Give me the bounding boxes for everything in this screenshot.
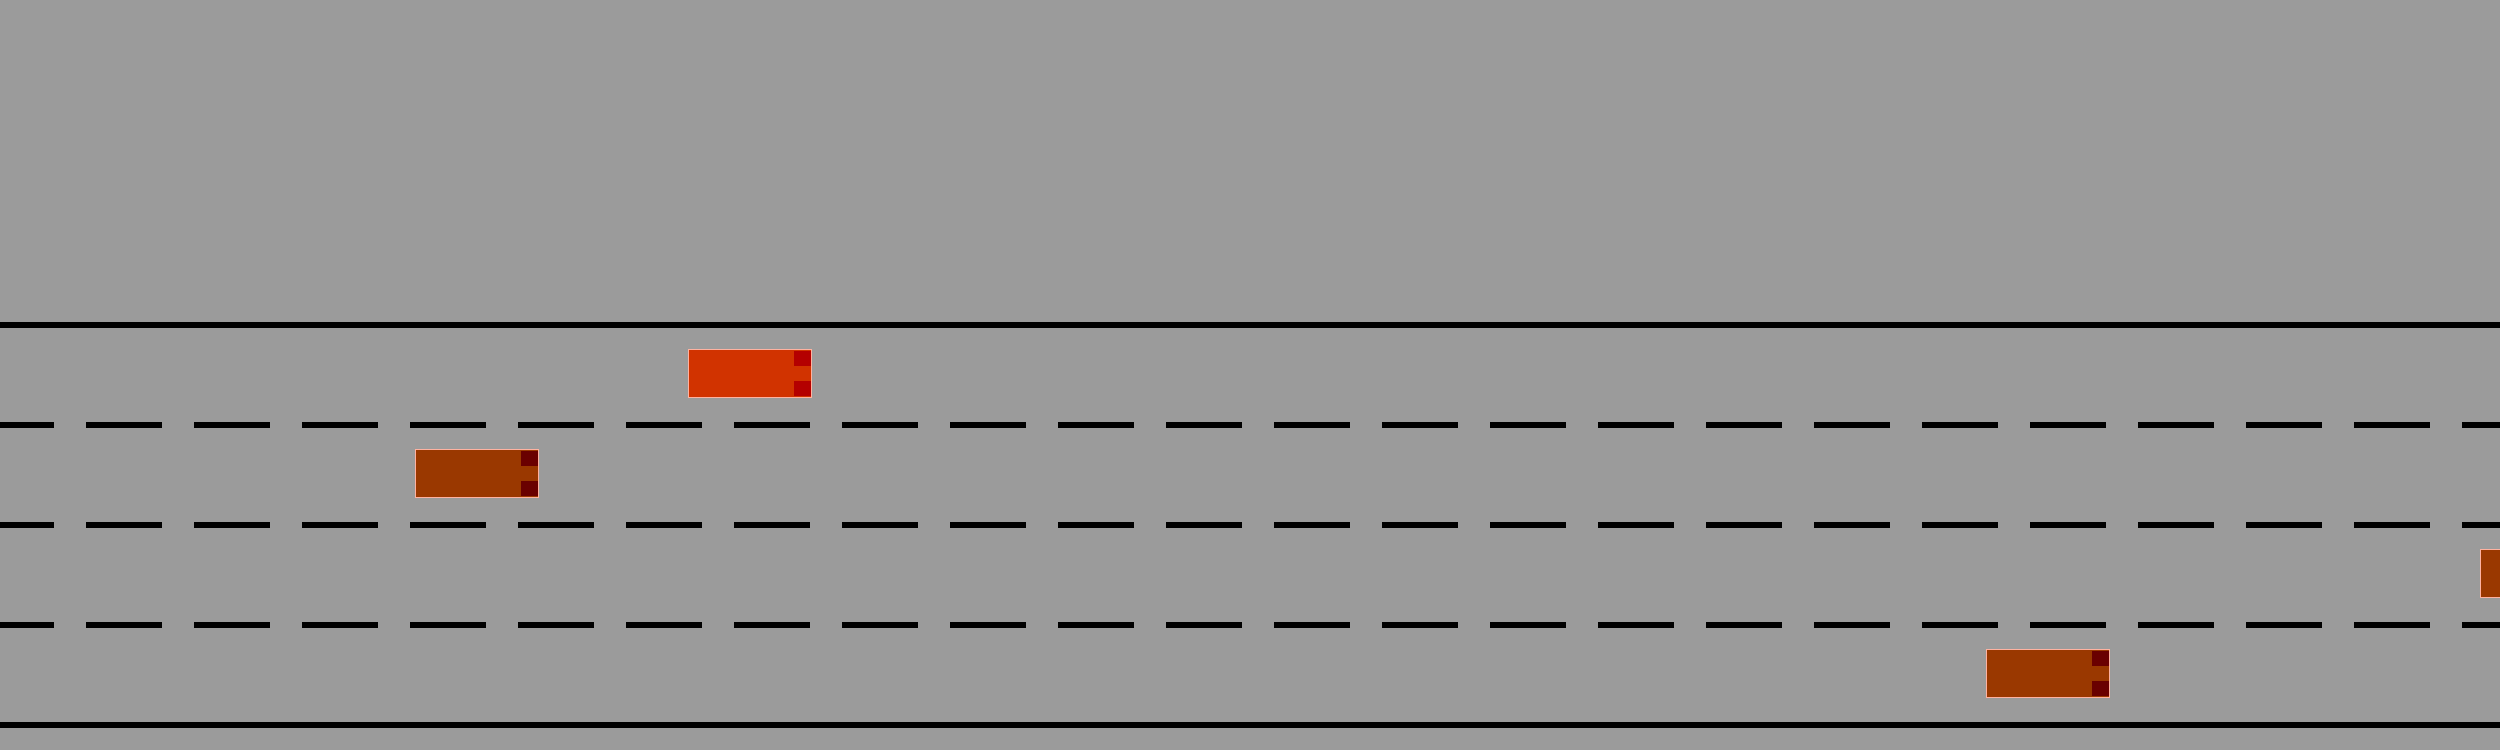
ego-tail-light-bottom (794, 381, 811, 396)
lane-dash (0, 522, 54, 528)
lane-dash (2138, 622, 2214, 628)
traffic-vehicle-tail-light-top (521, 451, 538, 466)
ego-vehicle (688, 349, 812, 398)
lane-dash (1490, 522, 1566, 528)
lane-dash (626, 422, 702, 428)
lane-dash (518, 522, 594, 528)
lane-dash (842, 422, 918, 428)
lane-dash (1274, 422, 1350, 428)
lane-dash (1058, 522, 1134, 528)
lane-dash (2138, 422, 2214, 428)
lane-dash (950, 622, 1026, 628)
lane-divider-2 (0, 522, 2500, 528)
lane-dash (2354, 622, 2430, 628)
lane-dash (86, 422, 162, 428)
lane-dash (1166, 522, 1242, 528)
lane-dash (734, 622, 810, 628)
lane-dash (842, 522, 918, 528)
traffic-vehicle-lane-3 (2480, 549, 2500, 598)
traffic-vehicle-lane-4 (1986, 649, 2110, 698)
lane-dash (2354, 522, 2430, 528)
lane-dash (1598, 522, 1674, 528)
lane-dash (1706, 622, 1782, 628)
lane-dash (2030, 422, 2106, 428)
lane-dash (1490, 622, 1566, 628)
lane-dash (1814, 422, 1890, 428)
lane-dash (1922, 422, 1998, 428)
lane-dash (1706, 422, 1782, 428)
lane-dash (1058, 622, 1134, 628)
lane-dash (2030, 522, 2106, 528)
lane-dash (626, 522, 702, 528)
lane-dash (626, 622, 702, 628)
lane-dash (1382, 422, 1458, 428)
lane-dash (2354, 422, 2430, 428)
lane-dash (2246, 422, 2322, 428)
lane-dash (2462, 622, 2500, 628)
lane-dash (1058, 422, 1134, 428)
lane-dash (1814, 622, 1890, 628)
lane-dash (734, 422, 810, 428)
lane-dash (302, 422, 378, 428)
lane-dash (1814, 522, 1890, 528)
lane-dash (0, 422, 54, 428)
lane-dash (194, 422, 270, 428)
lane-dash (1382, 622, 1458, 628)
lane-dash (842, 622, 918, 628)
lane-dash (410, 422, 486, 428)
lane-dash (410, 522, 486, 528)
lane-dash (1598, 622, 1674, 628)
lane-dash (1922, 622, 1998, 628)
lane-dash (950, 522, 1026, 528)
lane-dash (2030, 622, 2106, 628)
road-top-boundary (0, 322, 2500, 328)
lane-dash (1490, 422, 1566, 428)
lane-dash (302, 522, 378, 528)
traffic-vehicle-lane-2 (415, 449, 539, 498)
road-bottom-boundary (0, 722, 2500, 728)
lane-dash (410, 622, 486, 628)
lane-dash (86, 522, 162, 528)
lane-dash (734, 522, 810, 528)
lane-dash (1598, 422, 1674, 428)
lane-dash (1706, 522, 1782, 528)
lane-dash (0, 622, 54, 628)
lane-dash (1382, 522, 1458, 528)
ego-tail-light-top (794, 351, 811, 366)
lane-dash (518, 622, 594, 628)
lane-dash (1166, 622, 1242, 628)
lane-divider-3 (0, 622, 2500, 628)
lane-dash (194, 522, 270, 528)
lane-dash (950, 422, 1026, 428)
lane-dash (2462, 422, 2500, 428)
lane-dash (1166, 422, 1242, 428)
lane-dash (1922, 522, 1998, 528)
lane-dash (86, 622, 162, 628)
lane-dash (1274, 522, 1350, 528)
lane-dash (518, 422, 594, 428)
lane-dash (194, 622, 270, 628)
traffic-vehicle-tail-light-bottom (521, 481, 538, 496)
lane-dash (2246, 622, 2322, 628)
lane-dash (2246, 522, 2322, 528)
traffic-vehicle-tail-light-top (2092, 651, 2109, 666)
lane-dash (1274, 622, 1350, 628)
lane-dash (2462, 522, 2500, 528)
lane-dash (302, 622, 378, 628)
traffic-vehicle-tail-light-bottom (2092, 681, 2109, 696)
lane-dash (2138, 522, 2214, 528)
lane-divider-1 (0, 422, 2500, 428)
